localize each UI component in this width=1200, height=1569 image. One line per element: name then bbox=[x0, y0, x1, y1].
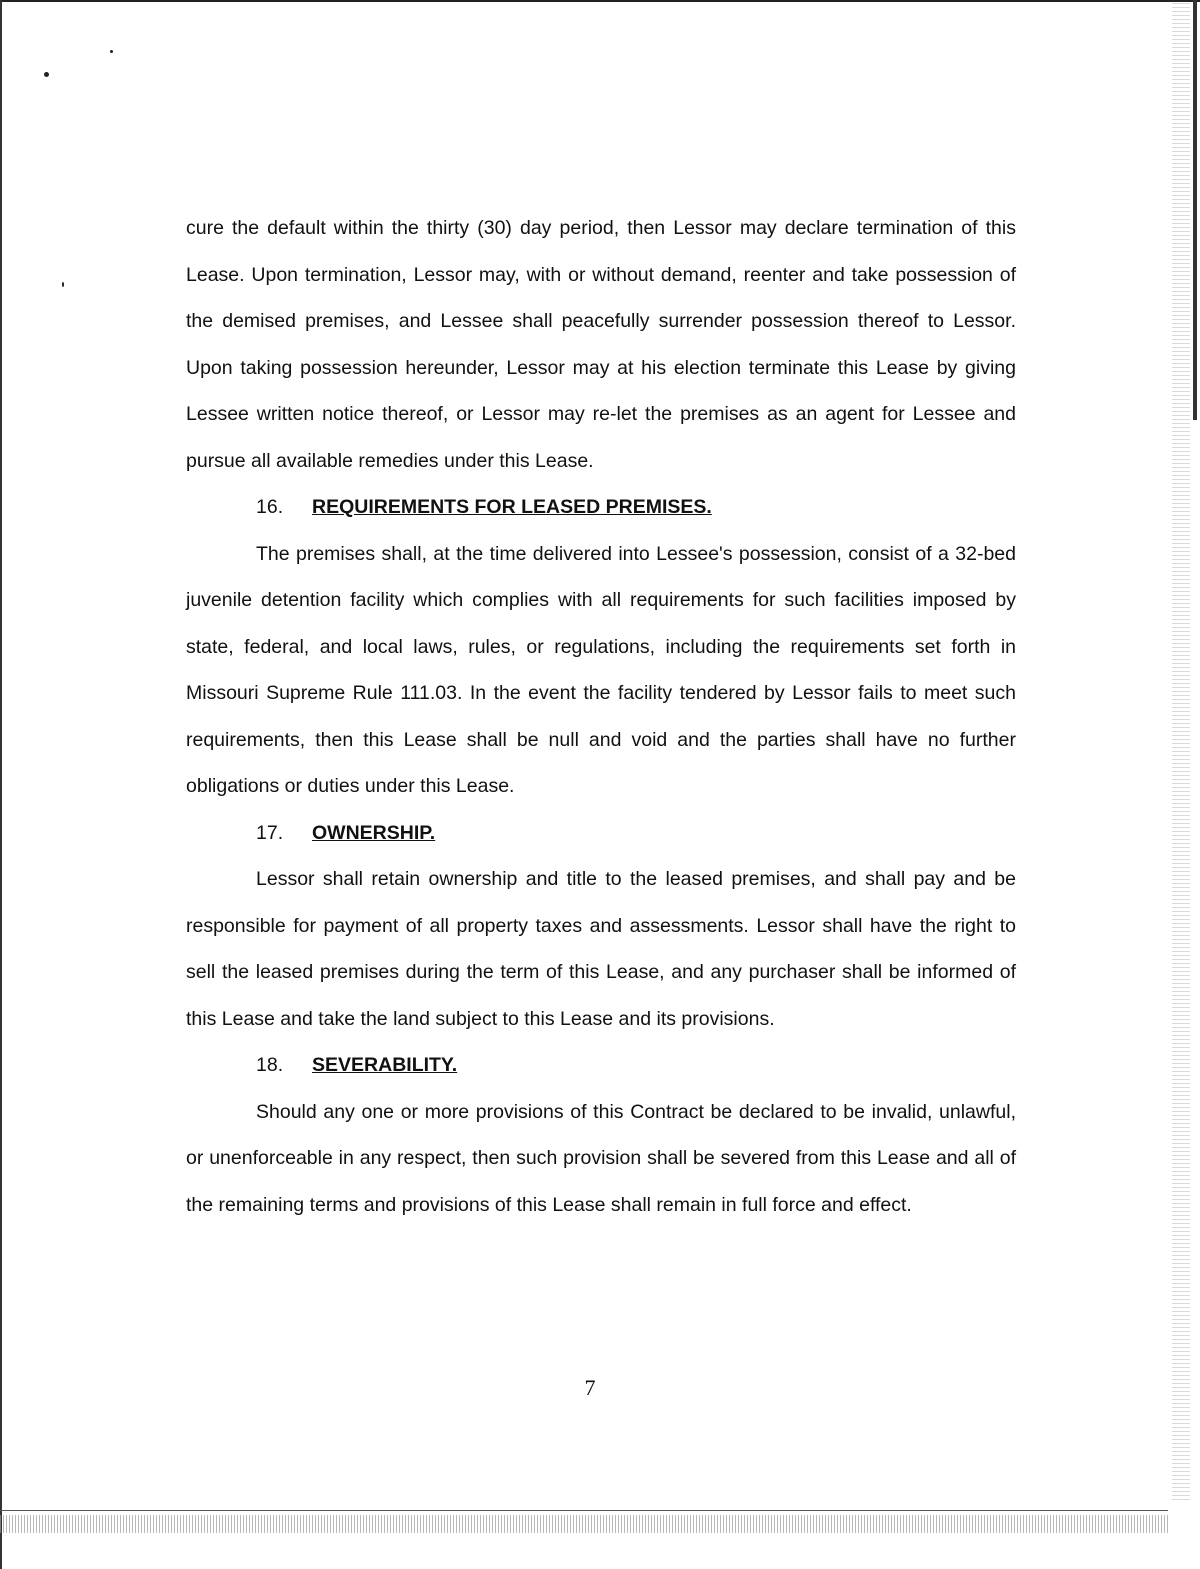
paragraph-requirements: The premises shall, at the time delivered into Lessee's possession, consist of a 32-bed juvenile detention facility which complies with all requirements for such facilities imposed by state, federal, and local laws, rules, or regulations, including the requirements set forth in Missouri Supreme Rule 111.03. In the event the facility tendered by Lessor fails to meet such requirements, then this Lease shall be null and void and the parties shall have no further obligations or duties under this Lease. bbox=[186, 542, 1016, 797]
section-17-heading bbox=[186, 810, 1016, 857]
paragraph-default-termination: cure the default within the thirty (30) day period, then Lessor may declare termination of this Lease. Upon termination, Lessor may, with or without demand, reenter and take possession of the demised premises, and Lessee shall peacefully surrender possession thereof to Lessor. Upon taking possession hereunder, Lessor may at his election terminate this Lease by giving Lessee written notice thereof, or Lessor may re-let the premises as an agent for Lessee and pursue all available remedies under this Lease. bbox=[186, 217, 1016, 472]
scan-edge-bar-right bbox=[1193, 0, 1197, 420]
section-16-title: REQUIREMENTS FOR LEASED PREMISES. bbox=[312, 496, 712, 518]
scan-speck bbox=[44, 72, 49, 77]
paragraph-ownership: Lessor shall retain ownership and title to the leased premises, and shall pay and be responsible for payment of all property taxes and assessments. Lessor shall have the right to sell the leased premises during the term of this Lease, and any purchaser shall be informed of this Lease and take the land subject to this Lease and its provisions. bbox=[186, 868, 1016, 1030]
section-17-number: 17. bbox=[256, 821, 284, 844]
scan-edge-line-bottom bbox=[0, 1510, 1168, 1511]
scan-edge-strip-bottom bbox=[0, 1515, 1168, 1533]
page-number: 7 bbox=[584, 1375, 596, 1400]
section-16-number: 16. bbox=[256, 496, 284, 518]
scan-speck bbox=[110, 50, 113, 53]
paragraph-severability: Should any one or more provisions of this Contract be declared to be invalid, unlawful, or unenforceable in any respect, then such provision shall be severed from this Lease and all of the remaining terms and provisions of this Lease shall remain in full force and effect. bbox=[186, 1100, 1016, 1216]
section-17-title: OWNERSHIP. bbox=[312, 821, 436, 844]
section-18-heading bbox=[186, 1042, 1016, 1089]
section-18-title: SEVERABILITY. bbox=[312, 1054, 458, 1076]
section-16-heading bbox=[186, 484, 1016, 531]
scan-edge-strip-right bbox=[1172, 0, 1190, 1500]
left-border-line bbox=[0, 0, 2, 1569]
top-border-line bbox=[0, 0, 1200, 2]
section-18-number: 18. bbox=[256, 1054, 284, 1076]
scan-speck bbox=[62, 282, 64, 287]
lease-body-text bbox=[186, 205, 1016, 1228]
